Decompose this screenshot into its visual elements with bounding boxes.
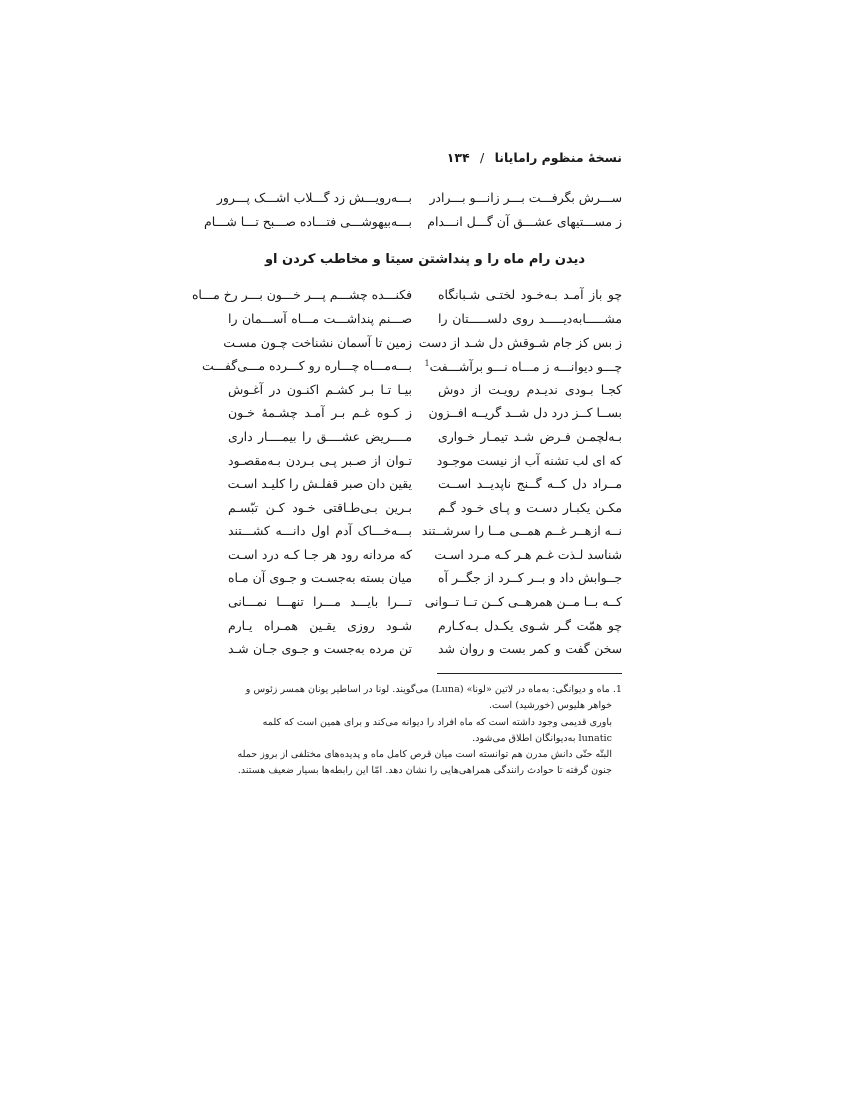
couplet — [228, 449, 622, 473]
footnote-line: خواهر هلیوس (خورشید) است. — [489, 700, 612, 712]
hemistich-second: مــــریض عشــــق را بیمــــار داری — [228, 428, 412, 444]
couplet — [228, 567, 622, 591]
footnote-line — [228, 682, 622, 698]
hemistich-second: زمین تا آسمان نشناخت چـون مسـت — [223, 334, 412, 350]
top-verses — [204, 187, 622, 234]
footnotes — [228, 682, 622, 780]
header-separator: / — [480, 150, 485, 165]
hemistich-first: مشـــــابه‌دیـــــد روی دلســـــتان را — [438, 310, 622, 326]
hemistich-second: بـــه‌خـــاک آدم اول دانـــه کشـــتند — [228, 523, 412, 539]
hemistich-second: صـــنم پنداشـــت مـــاه آســـمان را — [228, 310, 412, 326]
couplet — [228, 544, 622, 568]
hemistich-first: چو باز آمـد بـه‌خـود لختـی شـبانگاه — [438, 287, 622, 303]
hemistich-second: که مردانه رود هر جـا کـه درد اسـت — [228, 546, 412, 562]
couplet — [228, 426, 622, 450]
section-title: دیدن رام ماه را و پنداشتن سیتا و مخاطب کردن او — [264, 252, 586, 267]
hemistich-second: میان بسته به‌جسـت و جـوی آن مـاه — [228, 570, 412, 586]
hemistich-first: نــه ازهــر غــم همــی مــا را سرشــتند — [421, 523, 622, 539]
footnote-divider — [437, 673, 622, 674]
couplet — [228, 402, 622, 426]
hemistich-second: بـرین بـی‌طـاقتی خـود کـن تبّسـم — [228, 499, 412, 515]
footnote-text: ماه و دیوانگی: به‌ماه در لاتین «لونا» (Luna) می‌گویند. لونا در اساطیر یونان همسر زئوس و — [245, 684, 610, 695]
hemistich-first: ســـرش بگرفـــت بـــر زانـــو بـــرادر — [429, 190, 622, 206]
couplet — [228, 638, 622, 662]
couplet — [228, 591, 622, 615]
couplet — [204, 211, 622, 235]
hemistich-second: ز کـوه غـم بـر آمـد چشـمهٔ خـون — [228, 405, 412, 421]
couplet — [223, 331, 622, 355]
hemistich-second: بـــه‌رویـــش زد گـــلاب اشـــک پـــرور — [216, 190, 412, 206]
hemistich-second: یقین دان صبر قفلـش را کلیـد اسـت — [227, 476, 412, 492]
hemistich-first: کــه بــا مــن همرهــی کــن تــا تــوانی — [424, 594, 622, 610]
hemistich-first: مــراد دل کــه گــنج ناپدیــد اســت — [438, 476, 622, 492]
couplet — [191, 284, 622, 308]
footnote-line: lunatic به‌دیوانگان اطلاق می‌شود. — [472, 732, 612, 744]
hemistich-first: جــوابش داد و بــر کــرد از جگــر آه — [438, 570, 622, 586]
couplet — [228, 614, 622, 638]
hemistich-first: ز بس کز جام شـوقش دل شـد از دست — [418, 334, 622, 350]
hemistich-first: مکـن یکبـار دسـت و پـای خـود گـم — [438, 499, 622, 515]
hemistich-first: بـه‌لچمـن فـرض شـد تیمـار خـواری — [438, 428, 622, 444]
couplet — [228, 378, 622, 402]
hemistich-first: چو همّت گـر شـوی یکـدل بـه‌کـارم — [438, 617, 622, 633]
hemistich-second: شـود روزی یقـین همـراه یـارم — [228, 617, 412, 633]
hemistich-first: بســا کــز درد دل شــد گریــه افــزون — [428, 405, 622, 421]
couplet — [228, 473, 622, 497]
couplet — [228, 496, 622, 520]
hemistich-first — [424, 358, 622, 375]
page-number: ۱۳۴ — [446, 150, 470, 165]
book-title: نسخهٔ منظوم رامایانا — [494, 150, 622, 165]
hemistich-first: شناسد لـذت غـم هـر کـه مـرد اسـت — [434, 546, 622, 562]
footnote-number: 1. — [612, 684, 622, 695]
footnote-line: البتّه حتّی دانش مدرن هم توانسته است میان قرص کامل ماه و پدیده‌های مختلفی از بروز حمله — [237, 749, 612, 761]
hemistich-second: فکنـــده چشـــم پـــر خـــون بـــر رخ مـــاه — [191, 287, 412, 303]
footnote-line: جنون گرفته تا حوادث رانندگی همراهی‌هایی را نشان دهد. امّا این رابطه‌ها بسیار ضعیف هستند. — [237, 765, 612, 777]
hemistich-second: بیـا تـا بـر کشـم اکنـون در آغـوش — [228, 381, 412, 397]
hemistich-second: تـوان از صـبر پـی بـردن بـه‌مقصـود — [228, 452, 412, 468]
hemistich-second: تـــرا بایـــد مـــرا تنهـــا نمـــانی — [228, 594, 412, 610]
footnote-line: باوری قدیمی وجود داشته است که ماه افراد را دیوانه می‌کند و برای همین است که کلمه — [262, 716, 612, 728]
couplet — [201, 355, 622, 379]
hemistich-text: چـــو دیوانـــه ز مـــاه نـــو برآشـــفت — [429, 358, 622, 374]
hemistich-second: بـــه‌بیهوشـــی فتـــاده صـــبح تـــا شـــام — [204, 213, 412, 229]
hemistich-first: سخن گفت و کمر بست و روان شد — [438, 641, 622, 657]
hemistich-first: کجـا بـودی ندیـدم رویـت از دوش — [438, 381, 622, 397]
couplet — [216, 187, 622, 211]
main-verses — [191, 284, 622, 662]
hemistich-second: بـــه‌مـــاه چـــاره رو کـــرده مـــی‌گفـــت — [201, 358, 412, 374]
running-header — [222, 150, 622, 165]
couplet — [228, 520, 622, 544]
hemistich-second: تن مرده به‌جست و جـوی جـان شـد — [228, 641, 412, 657]
hemistich-first: ز مســـتیهای عشـــق آن گـــل انـــدام — [427, 213, 622, 229]
footnote-marker: 1 — [424, 358, 430, 368]
hemistich-first: که ای لب تشنه آب از نیست موجـود — [436, 452, 622, 468]
couplet — [228, 308, 622, 332]
